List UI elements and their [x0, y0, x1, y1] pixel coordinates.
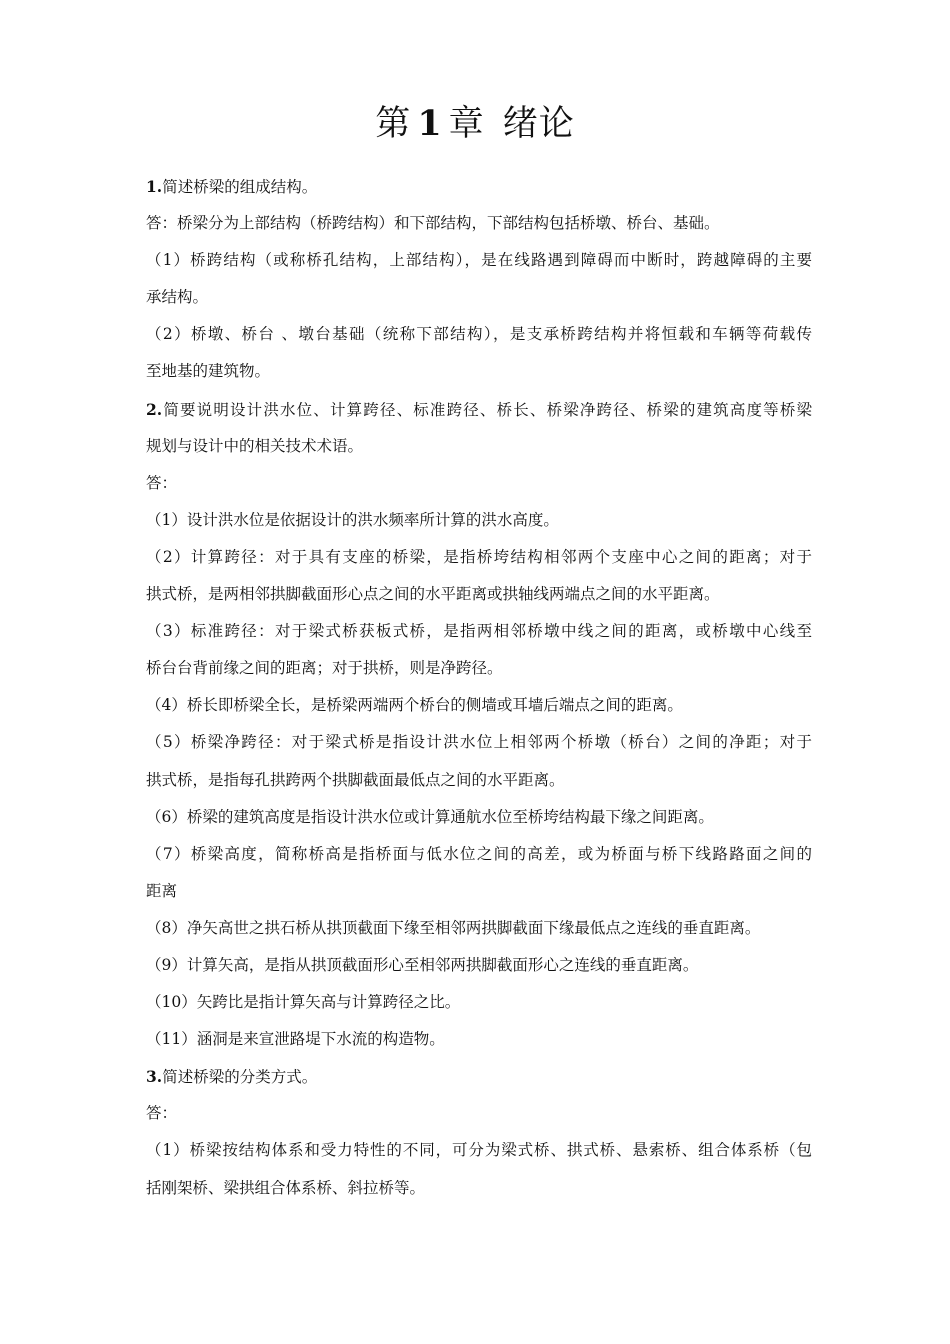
question-line [146, 391, 812, 428]
chapter-suffix: 章 [448, 104, 485, 144]
document-body [146, 168, 812, 1207]
line-text: 拱式桥，是指每孔拱跨两个拱脚截面最低点之间的水平距离。 [146, 770, 565, 789]
text-line [146, 1021, 812, 1058]
line-text: （1）设计洪水位是依据设计的洪水频率所计算的洪水高度。 [146, 510, 559, 529]
text-line [146, 762, 812, 799]
line-text: （4）桥长即桥梁全长，是桥梁两端两个桥台的侧墙或耳墙后端点之间的距离。 [146, 696, 683, 715]
question-number: 2. [146, 399, 163, 419]
line-text: （2）桥墩、桥台 、墩台基础（统称下部结构），是支承桥跨结构并将恒载和车辆等荷载传 [146, 325, 812, 344]
line-text: （8）净矢高世之拱石桥从拱顶截面下缘至相邻两拱脚截面下缘最低点之连线的垂直距离。 [146, 918, 761, 937]
text-line [146, 947, 812, 984]
text-line [146, 316, 812, 353]
text-line [146, 836, 812, 873]
text-line [146, 650, 812, 687]
text-line [146, 576, 812, 613]
line-text: （6）桥梁的建筑高度是指设计洪水位或计算通航水位至桥垮结构最下缘之间距离。 [146, 807, 714, 826]
line-text: 括刚架桥、梁拱组合体系桥、斜拉桥等。 [146, 1178, 426, 1197]
text-line [146, 465, 812, 502]
text-line [146, 687, 812, 724]
chapter-title [0, 100, 950, 148]
line-text: （5）桥梁净跨径：对于梁式桥是指设计洪水位上相邻两个桥墩（桥台）之间的净距；对于 [146, 733, 812, 752]
text-line [146, 799, 812, 836]
line-text: （9）计算矢高，是指从拱顶截面形心至相邻两拱脚截面形心之连线的垂直距离。 [146, 955, 699, 974]
line-text: 规划与设计中的相关技术术语。 [146, 436, 364, 455]
line-text: 距离 [146, 881, 178, 900]
question-line [146, 1058, 812, 1095]
line-text: 简要说明设计洪水位、计算跨径、标准跨径、桥长、桥梁净跨径、桥梁的建筑高度等桥梁 [162, 400, 812, 419]
text-line [146, 1132, 812, 1169]
line-text: 拱式桥，是两相邻拱脚截面形心点之间的水平距离或拱轴线两端点之间的水平距离。 [146, 585, 720, 604]
text-line [146, 428, 812, 465]
text-line [146, 984, 812, 1021]
text-line [146, 502, 812, 539]
chapter-number: 1 [417, 103, 443, 144]
text-line [146, 242, 812, 279]
text-line [146, 613, 812, 650]
line-text: 承结构。 [146, 288, 209, 307]
text-line [146, 724, 812, 761]
line-text: 答： [146, 1104, 178, 1123]
text-line [146, 873, 812, 910]
question-number: 3. [146, 1067, 163, 1087]
line-text: （10）矢跨比是指计算矢高与计算跨径之比。 [146, 993, 461, 1012]
chapter-name: 绪论 [502, 104, 575, 144]
question-line [146, 168, 812, 205]
line-text: （11）涵洞是来宣泄路堤下水流的构造物。 [146, 1030, 445, 1049]
line-text: （7）桥梁高度，简称桥高是指桥面与低水位之间的高差，或为桥面与桥下线路路面之间的 [146, 844, 812, 863]
line-text: 答： [146, 473, 178, 492]
line-text: （1）桥跨结构（或称桥孔结构，上部结构），是在线路遇到障碍而中断时，跨越障碍的主要 [146, 251, 812, 270]
chapter-prefix: 第 [375, 104, 412, 144]
text-line [146, 910, 812, 947]
line-text: （1）桥梁按结构体系和受力特性的不同，可分为梁式桥、拱式桥、悬索桥、组合体系桥（包 [146, 1141, 812, 1160]
line-text: 答：桥梁分为上部结构（桥跨结构）和下部结构，下部结构包括桥墩、桥台、基础。 [146, 214, 720, 233]
text-line [146, 353, 812, 390]
line-text: 桥台台背前缘之间的距离；对于拱桥，则是净跨径。 [146, 659, 503, 678]
question-number: 1. [146, 177, 163, 196]
line-text: 简述桥梁的组成结构。 [162, 178, 318, 196]
text-line [146, 539, 812, 576]
text-line [146, 205, 812, 242]
text-line [146, 279, 812, 316]
text-line [146, 1170, 812, 1207]
text-line [146, 1095, 812, 1132]
line-text: （3）标准跨径：对于梁式桥获板式桥，是指两相邻桥墩中线之间的距离，或桥墩中心线至 [146, 622, 812, 641]
line-text: （2）计算跨径：对于具有支座的桥梁，是指桥垮结构相邻两个支座中心之间的距离；对于 [146, 547, 812, 566]
line-text: 简述桥梁的分类方式。 [162, 1068, 318, 1087]
line-text: 至地基的建筑物。 [146, 362, 271, 381]
